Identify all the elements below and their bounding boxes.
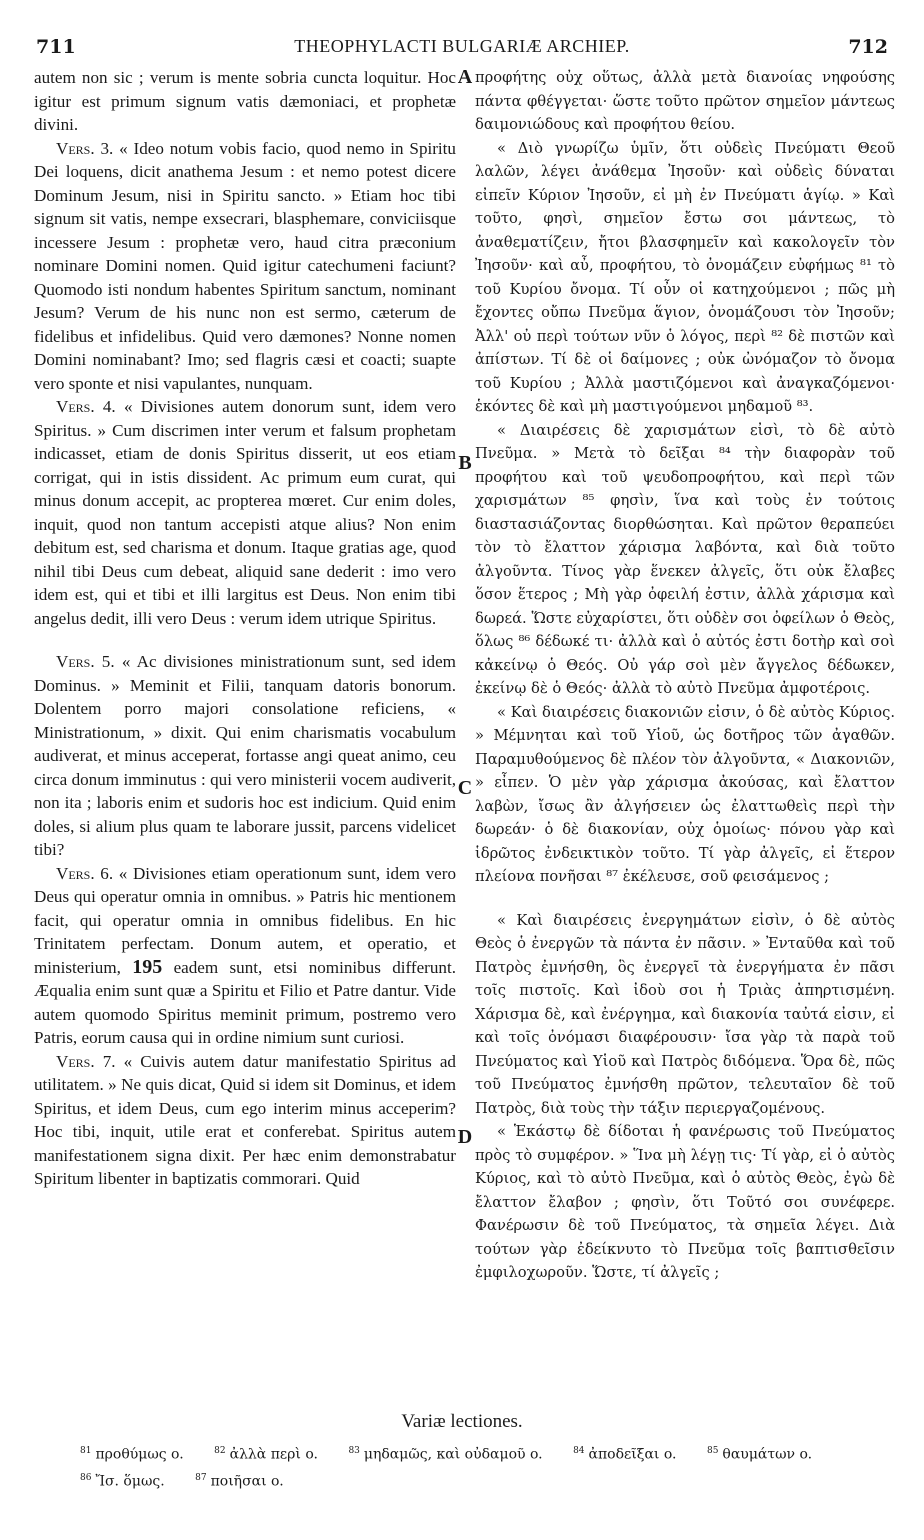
greek-paragraph: « Καὶ διαιρέσεις ἐνεργημάτων εἰσὶν, ὁ δὲ αὐτὸς Θεὸς ὁ ἐνεργῶν τὰ πάντα ἐν πᾶσιν. » Ἐνταῦθα καὶ τοῦ Πατρὸς ἐμνήσθη, ὃς ἐνεργεῖ τὰ ἐνεργήματα ἐν πᾶσι τοῖς πιστοῖς. Καὶ ἰδοὺ σοι ἡ Τριὰς ἀπηρτισμένη. Χάρισμα δὲ, καὶ ἐνέργημα, καὶ διακονία ταὐτά εἰσιν, εἰ καὶ τοῖς ὀνόμασι διαφέρουσιν· ἴσα γὰρ τὰ παρὰ τοῦ Πνεύματος καὶ Υἱοῦ καὶ Πατρὸς διδόμενα. Ὅρα δὲ, πῶς τοῦ Πνεύματος ἐμνήσθη πρῶτον, τελευταῖον δὲ τοῦ Πατρὸς, διὰ τοὺς τὴν τάξιν περιεργαζομένους. <box>475 911 895 1117</box>
latin-paragraph: Vers. 3. « Ideo notum vobis facio, quod nemo in Spiritu Dei loquens, dicit anathema Jesum : et nemo potest dicere Dominum Jesum, nisi in Spiritu sancto. » Etiam hoc tibi signum sit vatis, nempe exsecrari, blasphemare, conviciisque incessere Jesum : prophetæ vero, haud citra præconium nominare Domini nomen. Quid igitur catechumeni faciunt? Quomodo isti nondum habentes Spiritum sanctum, nominant Jesum? Verum de his nunc non est sermo, cæterum de fidelibus et infidelibus. Quid vero dæmones? Nonne nomen Domini nominabant? Imo; sed flagris cæsi et coacti; suapte vero sponte et nisi vapulantes, nunquam. <box>34 138 456 393</box>
running-title: THEOPHYLACTI BULGARIÆ ARCHIEP. <box>294 36 630 56</box>
right-page-number: 712 <box>848 36 888 58</box>
margin-letter-c: C <box>457 777 473 799</box>
footnote: $^{83}$ μηδαμῶς, καὶ οὐδαμοῦ o. <box>348 1446 543 1463</box>
variae-lectiones-heading: Variæ lectiones. <box>401 1411 523 1432</box>
latin-paragraph: autem non sic ; verum is mente sobria cuncta loquitur. Hoc igitur est primum signum vatis dæmoniaci, et prophetæ divini. <box>34 68 456 134</box>
latin-paragraph: Vers. 6. « Divisiones etiam operationum sunt, idem vero Deus qui operatur omnia in omnibus. » Patris hic mentionem facit, qui operatur omnia in omnibus fidelibus. En hic Trinitatem perfectam. Donum autem, et operatio, et ministerium, 195 eadem sunt, etsi nominibus differunt. Æqualia enim sunt quæ a Spiritu et Filio et Patre dantur. Vide autem quomodo Spiritus meminit primum, postremo vero Patris, eorum causa qui in ordine nimium sunt curiosi. <box>34 863 456 1047</box>
footnote: $^{82}$ ἀλλὰ περὶ o. <box>214 1446 318 1463</box>
latin-paragraph: Vers. 7. « Cuivis autem datur manifestatio Spiritus ad utilitatem. » Ne quis dicat, Quid si idem sit Dominus, et idem Spiritus, et idem Deus, cum ego interim minus acceperim? Hoc tibi, inquit, utile erat et conferebat. Spiritus autem manifestationem signa dixit. Per hæc enim demonstrabatur Spiritum libenter in baptizatis commorari. Quid <box>34 1051 456 1188</box>
verse-label: Vers. 5. <box>56 652 115 671</box>
verse-label: Vers. 7. <box>56 1051 116 1071</box>
verse-label: Vers. 3. <box>56 138 114 158</box>
margin-letter-a: A <box>457 66 473 88</box>
footnote: $^{87}$ ποιῆσαι o. <box>195 1472 284 1490</box>
column-number: 195 <box>132 955 163 978</box>
greek-paragraph: « Ἑκάστῳ δὲ δίδοται ἡ φανέρωσις τοῦ Πνεύματος πρὸς τὸ συμφέρον. » Ἵνα μὴ λέγῃ τις· Τί γὰρ, εἰ ὁ αὐτὸς Κύριος, καὶ τὸ αὐτὸ Πνεῦμα, καὶ ὁ αὐτὸς Θεὸς, ἐγὼ δὲ ἔλαττον ἔλαβον ; φησὶν, ὅτι Τοῦτό σοι συνέφερε. Φανέρωσιν δὲ τοῦ Πνεύματος, τὰ σημεῖα λέγει. Διὰ τούτων γὰρ ἐδείκνυτο τὸ Πνεῦμα τοῖς βαπτισθεῖσιν ἐμφιλοχωροῦν. Ὥστε, τί ἀλγεῖς ; <box>475 1123 895 1281</box>
footnote: $^{86}$ Ἴσ. ὅμως. <box>80 1472 165 1490</box>
footnote: $^{85}$ θαυμάτων o. <box>706 1446 813 1463</box>
footnotes <box>80 1440 888 1493</box>
footnote: $^{84}$ ἀποδεῖξαι o. <box>573 1446 677 1463</box>
greek-paragraph: « Διὸ γνωρίζω ὑμῖν, ὅτι οὐδεὶς Πνεύματι Θεοῦ λαλῶν, λέγει ἀνάθεμα Ἰησοῦν· καὶ οὐδεὶς δύναται εἰπεῖν Κύριον Ἰησοῦν, εἰ μὴ ἐν Πνεύματι ἁγίῳ. » Καὶ τοῦτο, φησὶ, σημεῖον ἔστω σοι μάντεως, τὸ ἀναθεματίζειν, ἤτοι βλασφημεῖν καὶ κακολογεῖν τὸν Ἰησοῦν· καὶ αὖ, προφήτου, τὸ ὀνομάζειν εὐφήμως ⁸¹ τὸ τοῦ Κυρίου ὄνομα. Τί οὖν οἱ κατηχούμενοι ; πῶς μὴ ἔχοντες οὔπω Πνεῦμα ἅγιον, ὀνομάζουσι τὸν Ἰησοῦν; Ἀλλ' οὐ περὶ τούτων νῦν ὁ λόγος, περὶ ⁸² δὲ πιστῶν καὶ ἀπίστων. Τί δὲ οἱ δαίμονες ; οὐκ ὠνόμαζον τὸ ὄνομα τοῦ Κυρίου ; Ἀλλὰ μαστιζόμενοι καὶ ἀναγκαζόμενοι· ἑκόντες δὲ καὶ μὴ μαστιγούμενοι μηδαμοῦ ⁸³. <box>475 139 895 415</box>
page-header <box>36 34 888 64</box>
margin-letter-b: B <box>458 452 472 474</box>
latin-column <box>34 66 456 1191</box>
latin-paragraph: Vers. 5. « Ac divisiones ministrationum sunt, sed idem Dominus. » Meminit et Filii, tanquam datoris bonorum. Dolentem porro majori consolatione reficiens, « Ministrationum, » dixit. Qui enim charismatis vocabulum audiverat, et minus acceperat, fortasse angi queat animo, ceu circa donum imminutus : qui vero ministerii vocem audiverit, non ita ; laboris enim et sudoris hoc est indicium. Quid enim doles, si alium plus quam te laborare jussit, parcens videlicet tibi? <box>34 652 456 859</box>
greek-column <box>475 66 895 1285</box>
left-page-number: 711 <box>36 36 76 58</box>
footnote: $^{81}$ προθύμως o. <box>80 1446 184 1463</box>
latin-paragraph: Vers. 4. « Divisiones autem donorum sunt, idem vero Spiritus. » Cum discrimen inter verum et falsum prophetam indicasset, etiam de donis Spiritus disserit, ut eos etiam corrigat, qui in istis dissident. Ac primum eum curat, qui minus donum accepit, ac propterea mœret. Cur enim doles, inquit, quod non tantum accepisti atque alius? Non enim debitum est, sed charisma et donum. Itaque gratias age, quod nihil tibi Deus cum debeat, aliquid sane dederit : imo vero idem est, qui et tibi et illi largitus est Deus. Non enim tibi angelus dedit, illi vero Deus : verum idem utrique Spiritus. <box>34 397 456 628</box>
greek-paragraph: « Καὶ διαιρέσεις διακονιῶν εἰσιν, ὁ δὲ αὐτὸς Κύριος. » Μέμνηται καὶ τοῦ Υἱοῦ, ὡς δοτῆρος τῶν ἀγαθῶν. Παραμυθούμενος δὲ πλέον τὸν ἀλγοῦντα, « Διακονιῶν, » εἶπεν. Ὁ μὲν γὰρ χάρισμα ἀκούσας, καὶ ἔλαττον λαβὼν, ἴσως ἂν ἀλγήσειεν ὡς ἐλαττωθεὶς περὶ τὴν δωρεάν· ὁ δὲ διακονίαν, οὐχ ὁμοίως· πόνου γὰρ καὶ ἱδρῶτος ἐνδεικτικὸν τοῦτο. Τί γὰρ ἀλγεῖς, εἰ ἕτερον πλείονα πονῆσαι ⁸⁷ ἐκέλευσε, σοῦ φεισάμενος ; <box>475 703 895 885</box>
verse-label: Vers. 6. <box>56 863 114 883</box>
margin-letter-d: D <box>457 1126 473 1148</box>
greek-paragraph: προφήτης οὐχ οὕτως, ἀλλὰ μετὰ διανοίας νηφούσης πάντα φθέγγεται· ὥστε τοῦτο πρῶτον σημεῖον μάντεως δαιμονιώδους καὶ προφήτου θείου. <box>475 69 895 133</box>
greek-paragraph: « Διαιρέσεις δὲ χαρισμάτων εἰσὶ, τὸ δὲ αὐτὸ Πνεῦμα. » Μετὰ τὸ δεῖξαι ⁸⁴ τὴν διαφορὰν τοῦ προφήτου καὶ τοῦ ψευδοπροφήτου, καὶ περὶ τῶν χαρισμάτων ⁸⁵ φησὶν, ἵνα καὶ τοὺς ἐν τούτοις διαστασιάζοντας διορθώσηται. Καὶ πρῶτον θεραπεύει τὸν τὸ ἔλαττον χάρισμα λαβόντα, καὶ διὰ τοῦτο ἀλγοῦντα. Τίνος γὰρ ἕνεκεν ἀλγεῖς, ὅτι οὐκ ἔλαβες ὅσον ἕτερος ; Μὴ γὰρ ὀφειλή ἐστιν, ἀλλὰ χάρισμα καὶ δωρεά. Ὥστε εὐχαρίστει, ὅτι οὐδὲν σοι ὀφείλων ὁ Θεὸς, ὅλως ⁸⁶ δέδωκέ τι· ἀλλὰ καὶ ὁ αὐτός ἐστι δοτὴρ καὶ σοὶ κἀκείνῳ ὁ Θεός. Οὐ γάρ σοὶ μὲν ἄγγελος δέδωκεν, ἐκείνῳ δὲ ὁ Θεός· ἀλλὰ τὸ αὐτὸ Πνεῦμα ἀμφοτέροις. <box>475 421 895 697</box>
verse-label: Vers. 4. <box>56 397 116 416</box>
